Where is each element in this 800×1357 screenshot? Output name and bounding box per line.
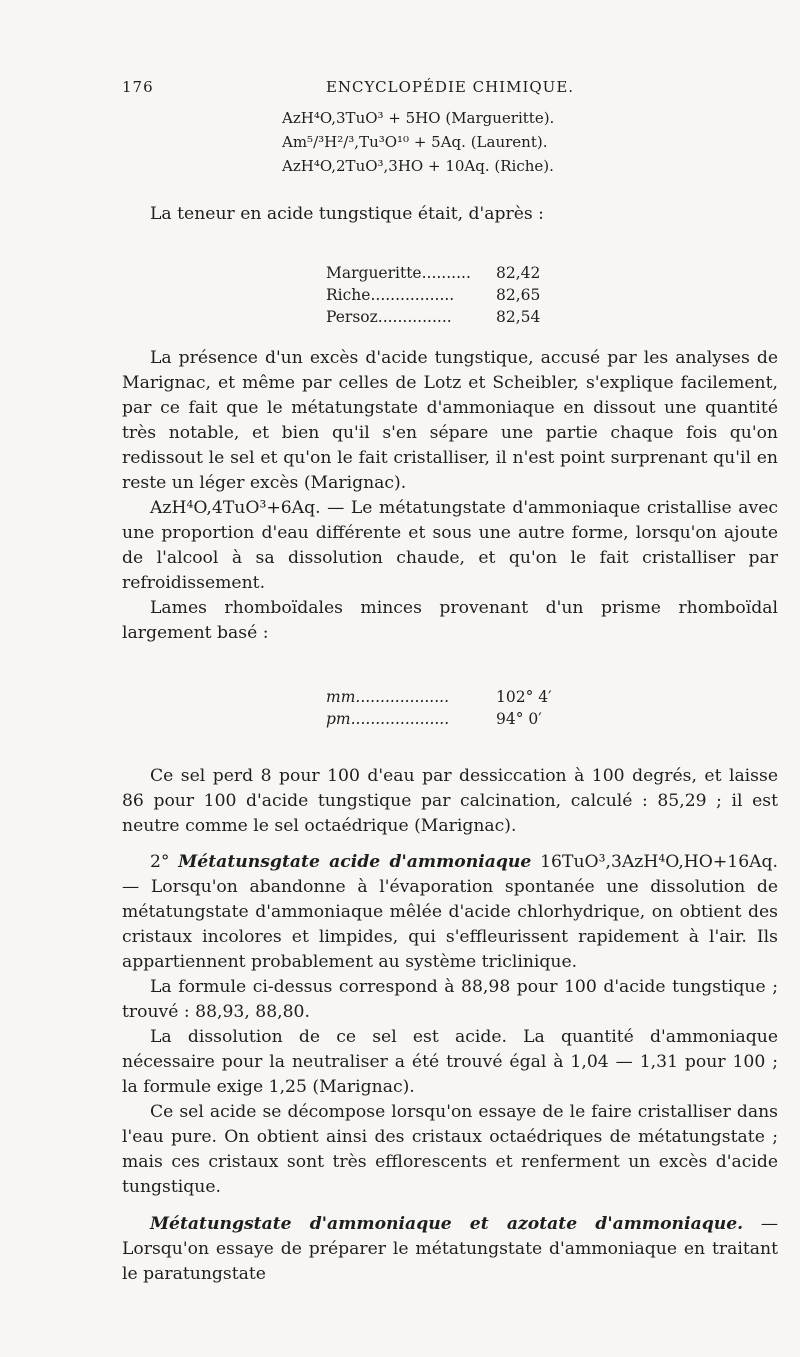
table-name: Persoz............... xyxy=(326,308,452,326)
section-title: Métatungstate d'ammoniaque et azotate d'ammoniaque. xyxy=(150,1214,744,1234)
formula-source: (Margueritte). xyxy=(445,109,555,127)
table-value: 82,65 xyxy=(496,286,541,304)
formula-line xyxy=(282,154,554,178)
table-name: pm.................... xyxy=(326,710,450,728)
table-name: Margueritte.......... xyxy=(326,264,471,282)
text-block-2 xyxy=(122,764,778,839)
intro-text xyxy=(122,202,778,227)
formula-text: AzH⁴O,3TuO³ + 5HO xyxy=(282,109,441,127)
section-body: — Lorsqu'on essaye de préparer le métatungstate d'ammoniaque en traitant le paratungstate xyxy=(122,1214,779,1284)
angle-table xyxy=(326,686,556,730)
formula-text: Am⁵/³H²/³,Tu³O¹⁰ + 5Aq. xyxy=(282,133,466,151)
paragraph-section-2 xyxy=(122,850,778,975)
formula-line xyxy=(282,106,554,130)
formula-line xyxy=(282,130,554,154)
table-name: mm................... xyxy=(326,688,450,706)
paragraph-lames: Lames rhomboïdales minces provenant d'un prisme rhomboïdal largement basé : xyxy=(122,598,778,643)
acid-content-table xyxy=(326,262,556,328)
section-body: 16TuO³,3AzH⁴O,HO+16Aq. — Lorsqu'on abandonne à l'évaporation spontanée une dissolution de métatungstate d'ammoniaque mêlée d'acide chlorhydrique, on obtient des cristaux incolores et limpides, qui s'effleurissent rapidement à l'air. Ils appartiennent probablement au système triclinique. xyxy=(122,852,779,972)
formula-source: (Riche). xyxy=(494,157,554,175)
page-header xyxy=(122,78,778,100)
paragraph-perd: Ce sel perd 8 pour 100 d'eau par dessiccation à 100 degrés, et laisse 86 pour 100 d'acide tungstique par calcination, calculé : 85,29 ; il est neutre comme le sel octaédrique (Marignac). xyxy=(122,766,778,836)
table-row xyxy=(326,262,556,284)
formula-list xyxy=(282,106,554,178)
paragraph-presence: La présence d'un excès d'acide tungstique, accusé par les analyses de Marignac, et même par celles de Lotz et Scheibler, s'explique facilement, par ce fait que le métatungstate d'ammoniaque en dissout une quantité très notable, et bien qu'il s'en sépare une partie chaque fois qu'on redissout le sel et qu'on le fait cristalliser, il n'est point surprenant qu'il en reste un léger excès (Marignac). xyxy=(122,348,778,493)
formula-source: (Laurent). xyxy=(470,133,548,151)
paragraph-dissolution: La dissolution de ce sel est acide. La quantité d'ammoniaque nécessaire pour la neutraliser a été trouvé égal à 1,04 — 1,31 pour 100 ; la formule exige 1,25 (Marignac). xyxy=(122,1027,778,1097)
section-title: Métatunsgtate acide d'ammoniaque xyxy=(178,852,532,872)
paragraph-crystallisation: AzH⁴O,4TuO³+6Aq. — Le métatungstate d'ammoniaque cristallise avec une proportion d'eau différente et sous une autre forme, lorsqu'on ajoute de l'alcool à sa dissolution chaude, et qu'on le fait cristalliser par refroidissement. xyxy=(122,498,778,593)
paragraph-acide: Ce sel acide se décompose lorsqu'on essaye de le faire cristalliser dans l'eau pure. On obtient ainsi des cristaux octaédriques de métatungstate ; mais ces cristaux sont très efflorescents et renferment un excès d'acide tungstique. xyxy=(122,1102,778,1197)
table-row xyxy=(326,708,556,730)
intro-paragraph: La teneur en acide tungstique était, d'après : xyxy=(150,204,544,224)
text-block-1 xyxy=(122,346,778,646)
running-head: ENCYCLOPÉDIE CHIMIQUE. xyxy=(325,78,575,96)
paragraph-formule: La formule ci-dessus correspond à 88,98 pour 100 d'acide tungstique ; trouvé : 88,93, 88,80. xyxy=(122,977,778,1022)
text-block-3 xyxy=(122,850,778,1200)
page-number: 176 xyxy=(122,78,154,96)
formula-text: AzH⁴O,2TuO³,3HO + 10Aq. xyxy=(282,157,490,175)
paragraph-section-3 xyxy=(122,1212,778,1287)
table-row xyxy=(326,284,556,306)
table-value: 82,54 xyxy=(496,308,541,326)
table-row xyxy=(326,686,556,708)
section-number: 2° xyxy=(150,852,170,872)
table-value: 94° 0′ xyxy=(496,710,542,728)
table-row xyxy=(326,306,556,328)
table-name: Riche................. xyxy=(326,286,455,304)
text-block-4 xyxy=(122,1212,778,1287)
table-value: 102° 4′ xyxy=(496,688,552,706)
table-value: 82,42 xyxy=(496,264,541,282)
